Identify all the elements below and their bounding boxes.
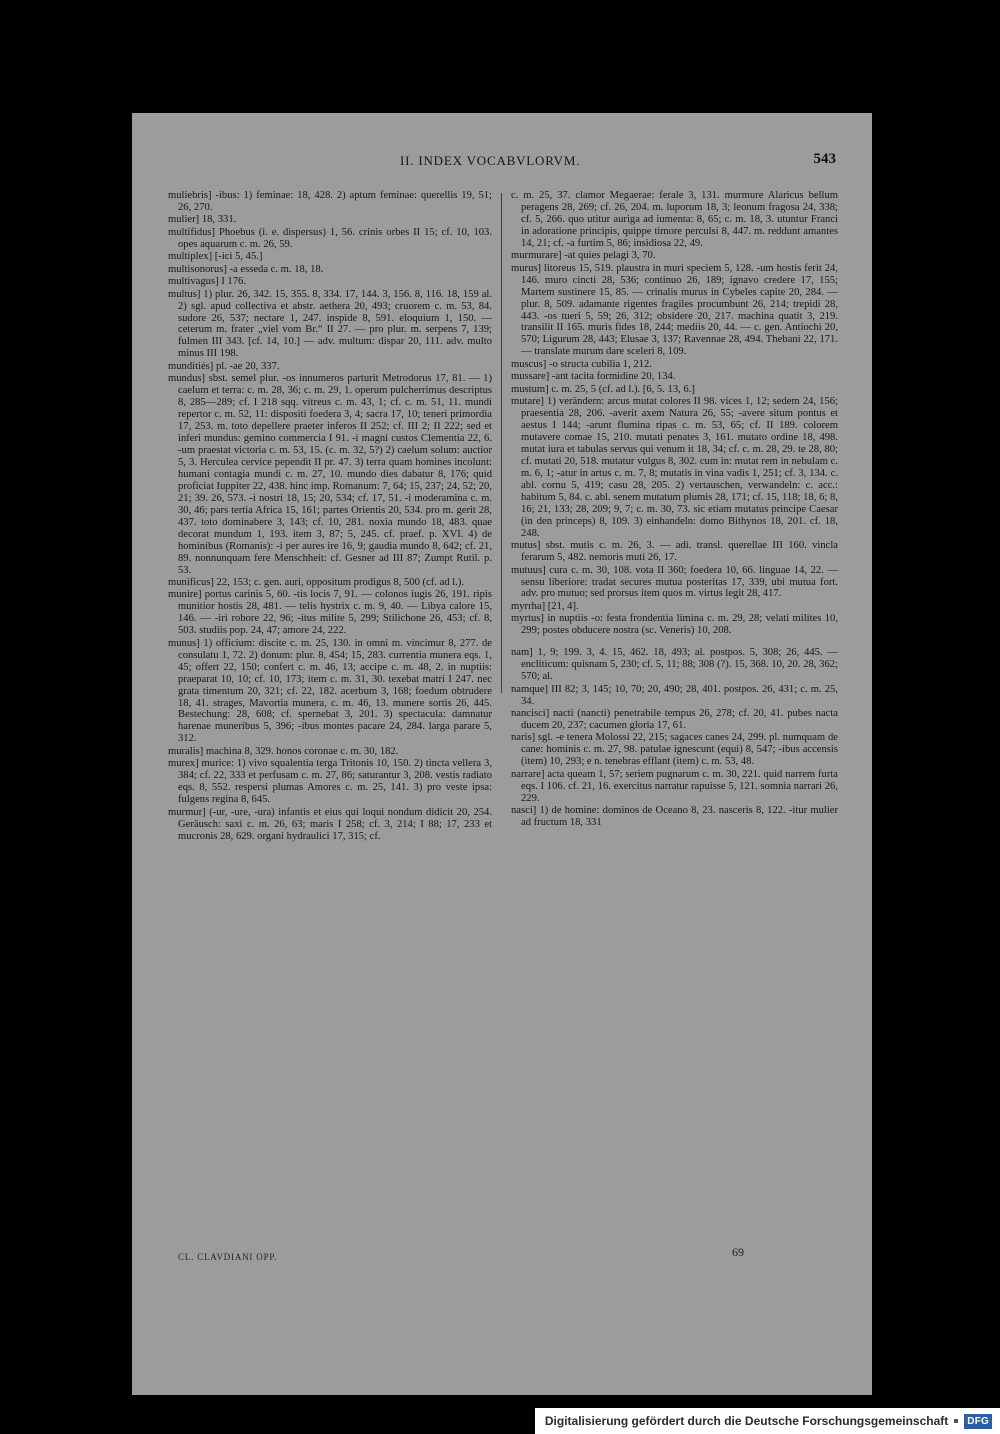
separator-dot-icon [954,1419,958,1423]
signature-mark: 69 [732,1245,744,1259]
dictionary-entry: munificus] 22, 153; c. gen. auri, oppositum prodigus 8, 500 (cf. ad l.). [168,577,464,588]
dictionary-entry: muralis] machina 8, 329. honos coronae c. m. 30, 182. [168,745,399,757]
dictionary-entry: mutuus] cura c. m. 30, 108. vota II 360; foedera 10, 66. linguae 14, 22. — sensu liberiore: tradat secures mutua posteritas 17, 339, ubi mutua fort. adv. pro mutuo; sed prorsus item quos m. virtus legit 28, 417. [511,564,838,600]
dictionary-entry: nancisci] nacti (nancti) penetrabile tempus 26, 278; cf. 20, 41. pubes nacta ducem 20, 237; cacumen gloria 17, 61. [511,708,838,731]
dictionary-entry: myrrha] [21, 4]. [511,600,579,612]
funding-banner[interactable] [535,1408,1000,1434]
dictionary-entry: naris] sgl. -e tenera Molossi 22, 215; sagaces canes 24, 299. pl. numquam de cane: hominis c. m. 27, 98. patulae ignescunt (equi) 8, 547; -ibus accensis (item) 10, 293; e n. tenebras efflant (item) c. m. 53, 48. [511,732,838,768]
dictionary-entry: mutare] 1) verändern: arcus mutat colores II 98. vices 1, 12; sedem 24, 156; praesentia 28, 206. -averit axem Natura 26, 55; -avere situm pontus et aestus I 144; -arunt flumina ripas c. m. 53, 65; cf. II 189. colorem mutavere comae 15, 210. mutati penates 3, 161. mutato ordine 18, 498. mutat iura et tabulas servus qui venum it 18, 34; cf. c. m. 28, 29. te 28, 80; cf. mutati 20, 518. mutatur vulgus 8, 302. cum in: mutat rem in nebulam c. m. 6, 1; -atur in artus c. m. 7, 8; mutatis in vina vadis 1, 251; cf. 3, 134. c. abl. cornu 5, 419; casu 28, 205. 2) vertauschen, verwandeln: c. acc.: habitum 5, 84. c. abl. senem mutatum plumis 28, 171; cf. 15, 118; 18, 6; 8, 16; 21, 133; 28, 209; 9, 7; c. m. 30, 73. sic etiam mutatus principe Caesar (in den princeps) 8, 109. 3) einhandeln: domo Bithynos 18, 201. cf. 18, 248. [511,396,838,539]
dictionary-entry: muliebris] -ibus: 1) feminae: 18, 428. 2) aptum feminae: querellis 19, 51; 26, 270. [168,190,492,213]
dictionary-entry: mulier] 18, 331. [168,214,237,226]
dictionary-entry: nam] 1, 9; 199. 3, 4. 15, 462. 18, 493; al. postpos. 5, 308; 26, 445. — encliticum: quisnam 5, 230; cf. 5, 11; 88; 308 (?). 15, 368. 10, 20. 28, 362; 570; al. [511,647,838,683]
dictionary-entry: mustum] c. m. 25, 5 (cf. ad l.). [6, 5. 13, 6.] [511,383,695,395]
dictionary-entry: munire] portus carinis 5, 60. -tis locis 7, 91. — colonos iugis 26, 191. ripis munitior hostis 28, 481. — telis hystrix c. m. 9, 40. — Libya calore 15, 146. — -iri robore 22, 96; -itus milite 5, 299; Stilichone 26, 453; cf. 8, 503. studiis pop. 24, 47; amore 24, 222. [168,589,492,637]
scanned-page [132,113,872,1395]
dictionary-entry: mutus] sbst. mutis c. m. 26, 3. — adi. transl. querellae III 160. vincla ferarum 5, 482. nemoris muti 26, 17. [511,540,838,564]
dictionary-entry: myrtus] in nuptiis -o: festa frondentia limina c. m. 29, 28; velati milites 10, 299; postes obducere nostra (sc. Veneris) 10, 208. [511,613,838,637]
dictionary-entry: murmur] (-ur, -ure, -ura) infantis et eius qui loqui nondum didicit 20, 254. Geräusch: saxi c. m. 26, 63; maris I 258; cf. 3, 214; I 88; 17, 233 et mucronis 28, 629. organi hydraulici 17, 315; cf. [168,806,492,842]
dictionary-entry: multus] 1) plur. 26, 342. 15, 355. 8, 334. 17, 144. 3, 156. 8, 116. 18, 159 al. 2) sgl. apud collectiva et abstr. aethera 20, 493; cruorem c. m. 53, 84. sudore 26, 537; nectare 1, 247. inspide 8, 591. eloquium 1, 150. — ceterum m. frater „viel vom Br.“ II 27. — pro plur. m. serpens 7, 139; fulmen III 343. [cf. 14, 10.] — adv. multum: dispar 20, 111. adv. multo minus III 198. [168,288,492,360]
dictionary-entry: multivagus] I 176. [168,276,246,288]
dictionary-entry: mundus] sbst. semel plur. -os innumeros parturit Metrodorus 17, 81. — 1) caelum et terra: c. m. 28, 36; c. m. 29, 1. operum pulcherrimus descriptus 8, 285—289; cf. I 218 sqq. vitreus c. m. 43, 1; cf. c. m. 51, 11. mundi repertor c. m. 52, 11: dispositi foedera 3, 4; sacra 17, 10; teneri primordia 17, 253. m. toto depellere praeter inferos II 252; cf. III 2; II 222; sed et inferi mundus: gemino commercia I 91. -i magni custos Clementia 22, 6. -um praestat victoria c. m. 53, 15. (c. m. 32, 5?) 2) caelum solum: auctior 5, 3. Herculea cervice pependit II pr. 47. 3) terra quam homines incolunt: humani contagia mundi c. m. 27, 10. mundo dies dabatur 8, 176; quid proficiat Iuppiter 22, 438. hinc imp. Romanum: 7, 64; 15, 237; 24, 52; 20, 21; 39. 26, 573. -i nostri 18, 15; 20, 534; cf. 17, 51. -i moderamina c. m. 30, 46; pars tertia Africa 15, 161; partes Orientis 20, 534. pro m. gerit 28, 437. toto dominabere 3, 143; cf. 10, 281. noxia mundo 18, 483. quae decorat mundum 1, 193. item 3, 87; 5, 245. cf. praef. p. XVI. 4) de hominibus (Romanis): -i per aures ire 16, 9; gaudia mundo 8, 642; cf. 21, 89. nonnunquam fere Menschheit: cf. Gesner ad III 87; Zumpt Rutil. p. 53. [168,373,492,576]
dictionary-entry: multisonorus] -a esseda c. m. 18, 18. [168,263,324,275]
footer-book-title: CL. CLAVDIANI OPP. [178,1252,278,1262]
dictionary-entry: murmurare] -at quies pelagi 3, 70. [511,250,656,262]
dictionary-entry: nasci] 1) de homine: dominos de Oceano 8, 23. nasceris 8, 122. -itur mulier ad fructum 18, 331 [511,805,838,829]
dictionary-entry: c. m. 25, 37. clamor Megaerae: ferale 3, 131. murmure Alaricus bellum peragens 28, 269; cf. 26, 204. m. luporum 18, 3; leonum fragosa 24, 338; cf. 5, 266. quo utitur auriga ad iumenta: 8, 65; c. m. 18, 3. utuntur Franci in adoratione principis, quippe timore perculsi 8, 447. m. reddunt amantes 14, 21; cf. -a furtim 5, 86; insidiosa 22, 49. [511,190,838,249]
dfg-logo-icon: DFG [964,1414,992,1429]
right-column [511,190,838,830]
page-number: 543 [813,151,836,167]
dictionary-entry: munus] 1) officium: discite c. m. 25, 130. in omni m. vincimur 8, 277. de consulatu 1, 72. 2) donum: plur. 8, 454; 15, 283. currentia munera eqs. 1, 45; offert 22, 150; confert c. m. 46, 13; accipe c. m. 48, 2. in nuptiis: praeparat 10, 10; cf. 10, 173; item c. m. 31, 30. texebat matri I 247. nec grata timentum 20, 321; cf. 22, 182. acerbum 3, 168; foedum obtrudere 18, 41. strages, Mavortia munera, c. m. 46, 13. munere sortis 26, 445. Bestechung: 28, 608; cf. spernebat 3, 201. 3) spectacula: damnatur harenae muneribus 5, 396; -ibus montes pacare 24, 284. larga parare 5, 312. [168,637,492,745]
dictionary-entry: munditiés] pl. -ae 20, 337. [168,360,280,372]
dictionary-entry: multiplex] [-ici 5, 45.] [168,251,263,263]
running-header-title: II. INDEX VOCABVLORVM. [400,153,581,168]
column-divider [501,193,502,693]
dictionary-entry: mussare] -ant tacita formidine 20, 134. [511,371,676,383]
dictionary-entry: narrare] acta queam 1, 57; seriem pugnarum c. m. 30, 221. quid narrem furta eqs. I 106. cf. 21, 16. exercitus narratur rapuisse 5, 121. somnia narrari 26, 229. [511,768,838,804]
dictionary-entry: multifidus] Phoebus (i. e. dispersus) 1, 56. crinis orbes II 15; cf. 10, 103. opes aquarum c. m. 26, 59. [168,226,492,250]
dictionary-entry: murex] murice: 1) vivo squalentia terga Tritonis 10, 150. 2) tincta vellera 3, 384; cf. 22, 333 et perfusam c. m. 27, 86; saturantur 3, 208. vestis radiato eqs. 8, 552. respersi plumas Amores c. m. 25, 141. 3) pro veste ipsa: fulgens regina 8, 645. [168,758,492,806]
dictionary-entry: muscus] -o structa cubilia 1, 212. [511,358,652,370]
funding-text: Digitalisierung gefördert durch die Deutsche Forschungsgemeinschaft [544,1414,949,1428]
dictionary-entry: namque] III 82; 3, 145; 10, 70; 20, 490; 28, 401. postpos. 26, 431; c. m. 25, 34. [511,683,838,707]
dictionary-entry: murus] litoreus 15, 519. plaustra in muri speciem 5, 128. -um hostis ferit 24, 146. muro cincti 28, 536; continuo 26, 189; ignavo credere 17, 155; Martem sustinere 15, 85. — crinalis murus in Cybeles capite 20, 284. — plur. 8, 509. adamante rigentes fragiles procumbunt 26, 214; trepidi 28, 443. -os tueri 5, 59; 26, 312; obsidere 20, 217. machina quatit 3, 219. transilit II 165. muris fides 18, 244; mediis 20, 44. — c. gen. Antiochi 20, 570; Ligurum 28, 443; Elusae 3, 137; Ravennae 28, 494. Thebani 22, 171. — translate murum dare sceleri 8, 109. [511,262,838,358]
left-column [168,190,492,843]
